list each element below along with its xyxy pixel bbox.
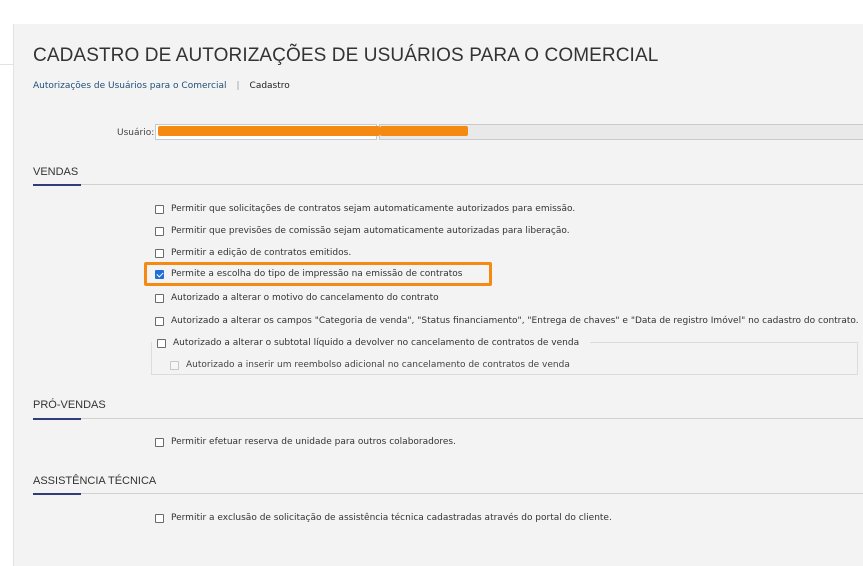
checkbox[interactable]: [155, 514, 164, 523]
checkbox-row[interactable]: [157, 338, 579, 348]
checkbox-label: Permite a escolha do tipo de impressão na emissão de contratos: [171, 269, 463, 279]
checkbox-row[interactable]: [155, 293, 439, 303]
section-title-prevendas: PRÓ-VENDAS: [33, 399, 106, 411]
checkbox[interactable]: [155, 227, 164, 236]
checkbox-label: Permitir efetuar reserva de unidade para outros colaboradores.: [171, 437, 456, 447]
page-title: CADASTRO DE AUTORIZAÇÕES DE USUÁRIOS PARA O COMERCIAL: [33, 45, 659, 66]
breadcrumb: [33, 81, 290, 91]
checkbox[interactable]: [155, 317, 164, 326]
breadcrumb-separator: |: [236, 81, 240, 91]
checkbox-row[interactable]: [155, 316, 859, 326]
checkbox-label: Permitir a edição de contratos emitidos.: [171, 248, 352, 258]
subtotal-group-border: [590, 342, 858, 343]
checkbox-label: Autorizado a alterar o subtotal líquido a devolver no cancelamento de contratos de venda: [173, 338, 580, 348]
top-bar: [0, 0, 863, 24]
user-label: Usuário:: [117, 128, 155, 138]
checkbox-label: Autorizado a inserir um reembolso adicional no cancelamento de contratos de venda: [186, 360, 570, 370]
checkbox[interactable]: [157, 339, 166, 348]
checkbox-label: Permitir que solicitações de contratos sejam automaticamente autorizados para emissão.: [171, 204, 576, 214]
checkbox-row[interactable]: [155, 226, 570, 236]
checkbox-row-disabled: [170, 360, 570, 370]
checkbox-label: Permitir a exclusão de solicitação de assistência técnica cadastradas através do portal do cliente.: [171, 513, 612, 523]
left-panel: [0, 24, 14, 566]
redaction-mark: [158, 126, 380, 136]
checkbox: [170, 361, 179, 370]
section-divider: [33, 418, 863, 419]
checkbox-label: Permitir que previsões de comissão sejam automaticamente autorizadas para liberação.: [171, 226, 570, 236]
section-title-assistencia: ASSISTÊNCIA TÉCNICA: [33, 475, 157, 487]
checkbox-row[interactable]: [155, 248, 351, 258]
breadcrumb-current: Cadastro: [249, 81, 290, 91]
checkbox-row[interactable]: [155, 437, 456, 447]
checkbox[interactable]: [155, 249, 164, 258]
checkbox[interactable]: [155, 438, 164, 447]
checkbox-row[interactable]: [155, 204, 575, 214]
section-accent: [33, 184, 81, 186]
checkbox[interactable]: [155, 294, 164, 303]
section-divider: [33, 184, 863, 185]
section-divider: [33, 493, 863, 494]
checkbox-label: Autorizado a alterar o motivo do cancelamento do contrato: [171, 293, 439, 303]
section-accent: [33, 493, 81, 495]
redaction-mark: [380, 126, 468, 136]
checkbox-row[interactable]: [155, 513, 612, 523]
checkbox-label: Autorizado a alterar os campos "Categoria de venda", "Status financiamento", "Entrega de chaves" e "Data de registro Imóvel" no cadastro do contrato.: [171, 316, 859, 326]
highlight-box: [144, 262, 492, 286]
section-title-vendas: VENDAS: [33, 166, 79, 178]
checkbox[interactable]: [155, 205, 164, 214]
section-accent: [33, 418, 81, 420]
breadcrumb-link[interactable]: Autorizações de Usuários para o Comercial: [33, 81, 227, 91]
